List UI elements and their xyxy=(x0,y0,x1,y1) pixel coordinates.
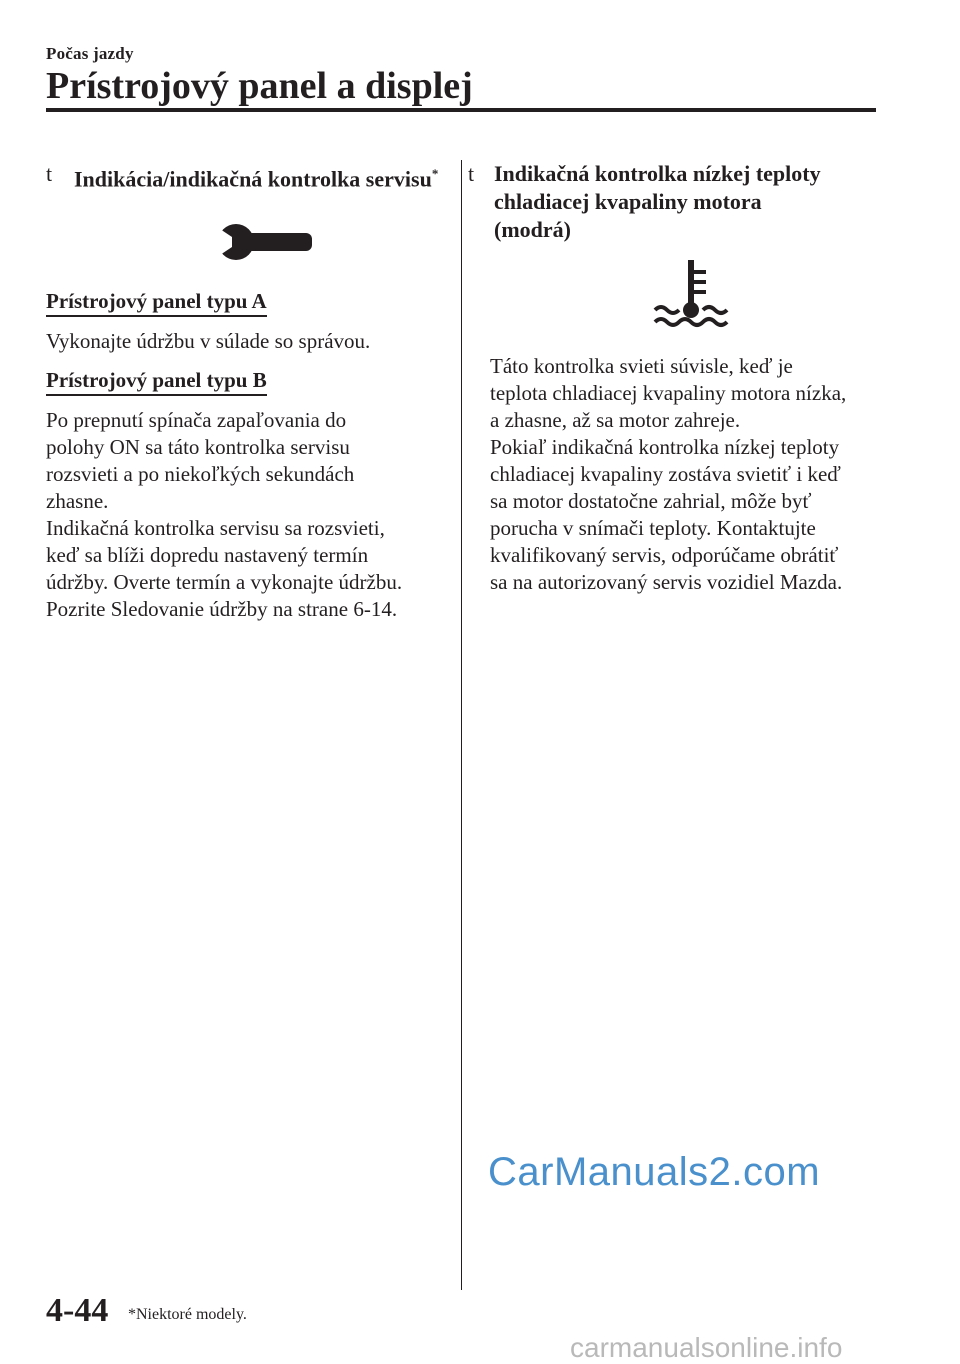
coolant-heading-line: (modrá) xyxy=(494,217,571,242)
coolant-text-line: kvalifikovaný servis, odporúčame obrátiť xyxy=(490,543,839,567)
panel-a-label: Prístrojový panel typu A xyxy=(46,288,267,317)
page-number: 4-44 xyxy=(46,1292,109,1329)
footnote: *Niektoré modely. xyxy=(128,1306,247,1323)
panel-b-label: Prístrojový panel typu B xyxy=(46,367,267,396)
coolant-text-line: Pokiaľ indikačná kontrolka nízkej teploty xyxy=(490,435,840,459)
coolant-text-line: sa na autorizovaný servis vozidiel Mazda. xyxy=(490,570,843,594)
panel-b-line: Indikačná kontrolka servisu sa rozsvieti, xyxy=(46,516,385,541)
coolant-text-line: a zhasne, až sa motor zahreje. xyxy=(490,408,741,432)
panel-b-line: rozsvieti a po niekoľkých sekundách xyxy=(46,462,355,487)
panel-b-line: zhasne. xyxy=(46,489,109,514)
coolant-text-line: porucha v snímači teploty. Kontaktujte xyxy=(490,516,816,540)
source-watermark: carmanualsonline.info xyxy=(570,1332,843,1363)
panel-b-line: polohy ON sa táto kontrolka servisu xyxy=(46,435,350,460)
bullet-mark: t xyxy=(468,161,475,186)
service-heading-text: Indikácia/indikačná kontrolka servisu xyxy=(74,166,432,192)
wrench-icon xyxy=(46,219,441,272)
coolant-heading-line: chladiacej kvapaliny motora xyxy=(494,189,762,214)
service-indicator-heading xyxy=(46,160,441,193)
panel-b-line: údržby. Overte termín a vykonajte údržbu. xyxy=(46,570,403,595)
coolant-text-line: chladiacej kvapaliny zostáva svietiť i keď xyxy=(490,462,841,486)
panel-a-text: Vykonajte údržbu v súlade so správou. xyxy=(46,329,371,354)
panel-b-line: Pozrite Sledovanie údržby na strane 6-14. xyxy=(46,597,398,622)
section-label: Počas jazdy xyxy=(46,44,134,63)
coolant-indicator-heading xyxy=(468,160,880,244)
column-divider xyxy=(461,160,462,1290)
footnote-mark: * xyxy=(431,166,439,181)
title-rule xyxy=(46,108,876,112)
page-title: Prístrojový panel a displej xyxy=(46,65,473,107)
watermark: CarManuals2.com xyxy=(488,1150,821,1194)
left-column xyxy=(46,160,441,623)
coolant-text-line: teplota chladiacej kvapaliny motora nízka, xyxy=(490,381,847,405)
coolant-text-line: Táto kontrolka svieti súvisle, keď je xyxy=(490,354,793,378)
panel-b-line: keď sa blíži dopredu nastavený termín xyxy=(46,543,369,568)
panel-b-line: Po prepnutí spínača zapaľovania do xyxy=(46,408,347,433)
coolant-heading-line: Indikačná kontrolka nízkej teploty xyxy=(494,161,821,186)
right-column xyxy=(468,160,880,596)
coolant-text-line: sa motor dostatočne zahrial, môže byť xyxy=(490,489,812,513)
bullet-mark: t xyxy=(46,161,53,186)
coolant-temperature-icon xyxy=(490,258,880,337)
